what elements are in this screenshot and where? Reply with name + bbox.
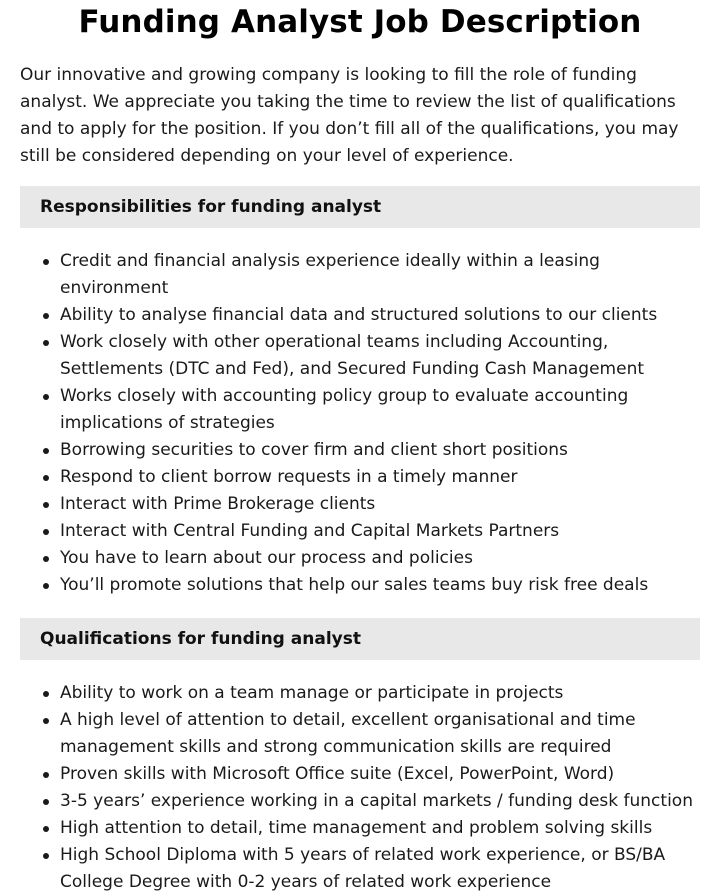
bullet-icon xyxy=(43,448,49,454)
list-item-text: Works closely with accounting policy group to evaluate accounting implications of strategies xyxy=(60,386,629,433)
bullet-icon xyxy=(43,475,49,481)
list-item xyxy=(20,248,700,302)
list-item-text: Proven skills with Microsoft Office suite (Excel, PowerPoint, Word) xyxy=(60,764,615,784)
list-item xyxy=(20,491,700,518)
list-item-text: Credit and financial analysis experience ideally within a leasing environment xyxy=(60,251,600,298)
bullet-icon xyxy=(43,556,49,562)
bullet-icon xyxy=(43,772,49,778)
list-item-text: A high level of attention to detail, excellent organisational and time management skills and strong communication skills are required xyxy=(60,710,636,757)
bullet-icon xyxy=(43,691,49,697)
list-item xyxy=(20,464,700,491)
list-item-text: Borrowing securities to cover firm and client short positions xyxy=(60,440,568,460)
list-item xyxy=(20,329,700,383)
list-item xyxy=(20,437,700,464)
bullet-icon xyxy=(43,259,49,265)
list-item-text: Ability to analyse financial data and structured solutions to our clients xyxy=(60,305,658,325)
bullet-icon xyxy=(43,583,49,589)
bullet-icon xyxy=(43,529,49,535)
list-item-text: Interact with Prime Brokerage clients xyxy=(60,494,376,514)
list-item xyxy=(20,842,700,896)
page-title: Funding Analyst Job Description xyxy=(78,4,642,40)
bullet-icon xyxy=(43,853,49,859)
list-item xyxy=(20,707,700,761)
responsibilities-heading: Responsibilities for funding analyst xyxy=(20,186,700,228)
responsibilities-list xyxy=(20,248,700,599)
list-item xyxy=(20,761,700,788)
qualifications-heading: Qualifications for funding analyst xyxy=(20,618,700,660)
qualifications-list xyxy=(20,680,700,896)
list-item xyxy=(20,788,700,815)
list-item xyxy=(20,302,700,329)
list-item xyxy=(20,518,700,545)
list-item-text: High School Diploma with 5 years of related work experience, or BS/BA College Degree with 0-2 years of related work experience xyxy=(60,845,666,892)
list-item-text: Interact with Central Funding and Capital Markets Partners xyxy=(60,521,560,541)
intro-paragraph: Our innovative and growing company is looking to fill the role of funding analyst. We appreciate you taking the time to review the list of qualifications and to apply for the position. If you don’t fill all of the qualifications, you may still be considered depending on your level of experience. xyxy=(20,65,679,166)
bullet-icon xyxy=(43,502,49,508)
list-item xyxy=(20,680,700,707)
list-item-text: You have to learn about our process and policies xyxy=(60,548,473,568)
list-item xyxy=(20,572,700,599)
list-item-text: Ability to work on a team manage or participate in projects xyxy=(60,683,564,703)
bullet-icon xyxy=(43,313,49,319)
list-item xyxy=(20,545,700,572)
list-item xyxy=(20,383,700,437)
list-item xyxy=(20,815,700,842)
bullet-icon xyxy=(43,826,49,832)
list-item-text: Respond to client borrow requests in a timely manner xyxy=(60,467,518,487)
bullet-icon xyxy=(43,799,49,805)
list-item-text: High attention to detail, time management and problem solving skills xyxy=(60,818,653,838)
bullet-icon xyxy=(43,394,49,400)
bullet-icon xyxy=(43,340,49,346)
list-item-text: Work closely with other operational teams including Accounting, Settlements (DTC and Fed), and Secured Funding Cash Management xyxy=(60,332,645,379)
bullet-icon xyxy=(43,718,49,724)
list-item-text: You’ll promote solutions that help our sales teams buy risk free deals xyxy=(60,575,649,595)
list-item-text: 3-5 years’ experience working in a capital markets / funding desk function xyxy=(60,791,693,811)
